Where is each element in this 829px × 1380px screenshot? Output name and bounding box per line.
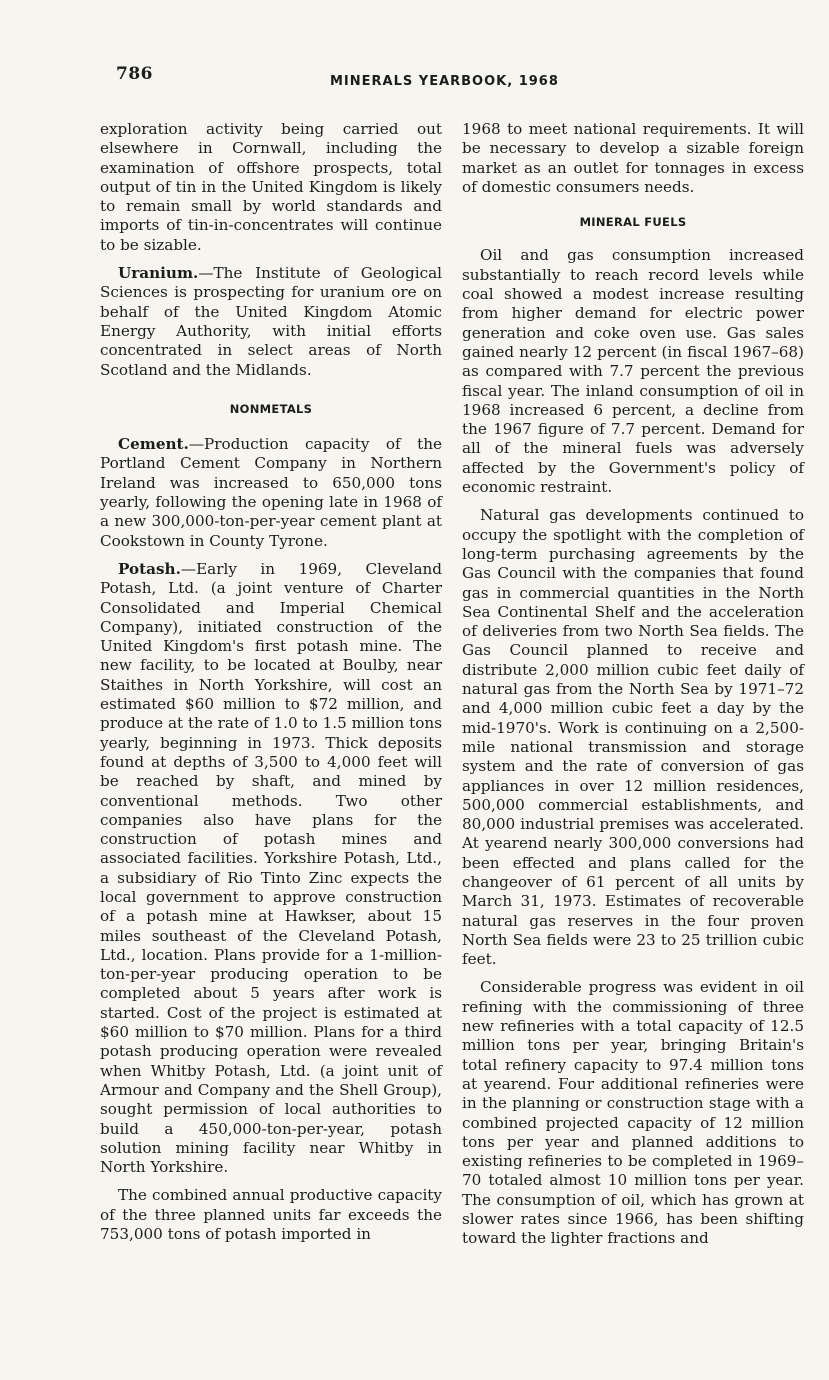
left-column <box>100 120 442 1244</box>
uranium-text: —The Institute of Geological Sciences is prospecting for uranium ore on behalf of the United Kingdom Atomic Energy Authority, with initial efforts concentrated in select areas of North Scotland and the Midlands. <box>100 264 442 379</box>
cement-run-in-title: Cement. <box>118 435 189 454</box>
page-number: 786 <box>116 64 153 84</box>
mineral-fuels-heading: MINERAL FUELS <box>579 215 687 230</box>
potash-continuation-paragraph: 1968 to meet national requirements. It will be necessary to develop a sizable foreign market as an outlet for tonnages in excess of domestic consumers needs. <box>462 120 804 196</box>
uranium-paragraph <box>100 264 442 380</box>
tin-continuation-paragraph: exploration activity being carried out elsewhere in Cornwall, including the examination of offshore prospects, total output of tin in the United Kingdom is likely to remain small by world standards and imports of tin-in-concentrates will continue to be sizable. <box>100 120 442 254</box>
cement-text: —Production capacity of the Portland Cement Company in Northern Ireland was increased to 650,000 tons yearly, following the opening late in 1968 of a new 300,000-ton-per-year cement plant at Cookstown in County Tyrone. <box>100 435 442 550</box>
potash-paragraph <box>100 560 442 1178</box>
oil-gas-consumption-paragraph: Oil and gas consumption increased substantially to reach record levels while coal showed a modest increase resulting from higher demand for electric power generation and coke oven use. Gas sales gained nearly 12 percent (in fiscal 1967–68) as compared with 7.7 percent the previous fiscal year. The inland consumption of oil in 1968 increased 6 percent, a decline from the 1967 figure of 7.7 percent. Demand for all of the mineral fuels was adversely affected by the Government's policy of economic restraint. <box>462 246 804 497</box>
uranium-run-in-title: Uranium. <box>118 264 199 283</box>
natural-gas-paragraph: Natural gas developments continued to occupy the spotlight with the completion of long-term purchasing agreements by the Gas Council with the companies that found gas in commercial quantities in the North Sea Continental Shelf and the acceleration of deliveries from two North Sea fields. The Gas Council planned to receive and distribute 2,000 million cubic feet daily of natural gas from the North Sea by 1971–72 and 4,000 million cubic feet a day by the mid-1970's. Work is continuing on a 2,500-mile national transmission and storage system and the rate of conversion of gas appliances in over 12 million residences, 500,000 commercial establishments, and 80,000 industrial premises was accelerated. At yearend nearly 300,000 conversions had been effected and plans called for the changeover of 61 percent of all units by March 31, 1973. Estimates of recoverable natural gas reserves in the four proven North Sea fields were 23 to 25 trillion cubic feet. <box>462 506 804 969</box>
page-header <box>0 64 829 94</box>
right-column <box>462 120 804 1249</box>
combined-capacity-paragraph: The combined annual productive capacity of the three planned units far exceeds the 753,000 tons of potash imported in <box>100 1186 442 1244</box>
potash-run-in-title: Potash. <box>118 559 181 578</box>
potash-text: —Early in 1969, Cleveland Potash, Ltd. (a joint venture of Charter Consolidated and Imperial Chemical Company), initiated construction of the United Kingdom's first potash mine. The new facility, to be located at Boulby, near Staithes in North Yorkshire, will cost an estimated $60 million to $72 million, and produce at the rate of 1.0 to 1.5 million tons yearly, beginning in 1973. Thick deposits found at depths of 3,500 to 4,000 feet will be reached by shaft, and mined by conventional methods. Two other companies also have plans for the construction of potash mines and associated facilities. Yorkshire Potash, Ltd., a subsidiary of Rio Tinto Zinc expects the local government to approve construction of a potash mine at Hawkser, about 15 miles southeast of the Cleveland Potash, Ltd., location. Plans provide for a 1-million-ton-per-year producing operation to be completed about 5 years after work is started. Cost of the project is estimated at $60 million to $70 million. Plans for a third potash producing operation were revealed when Whitby Potash, Ltd. (a joint unit of Armour and Company and the Shell Group), sought permission of local authorities to build a 450,000-ton-per-year, potash solution mining facility near Whitby in North Yorkshire. <box>100 559 442 1177</box>
nonmetals-heading: NONMETALS <box>229 401 313 416</box>
running-title: MINERALS YEARBOOK, 1968 <box>330 74 559 89</box>
cement-paragraph <box>100 435 442 551</box>
oil-refining-paragraph: Considerable progress was evident in oil refining with the commissioning of three new refineries with a total capacity of 12.5 million tons per year, bringing Britain's total refinery capacity to 97.4 million tons at yearend. Four additional refineries were in the planning or construction stage with a combined projected capacity of 12 million tons per year and planned additions to existing refineries to be completed in 1969–70 totaled almost 10 million tons per year. The consumption of oil, which has grown at slower rates since 1966, has been shifting toward the lighter fractions and <box>462 978 804 1248</box>
